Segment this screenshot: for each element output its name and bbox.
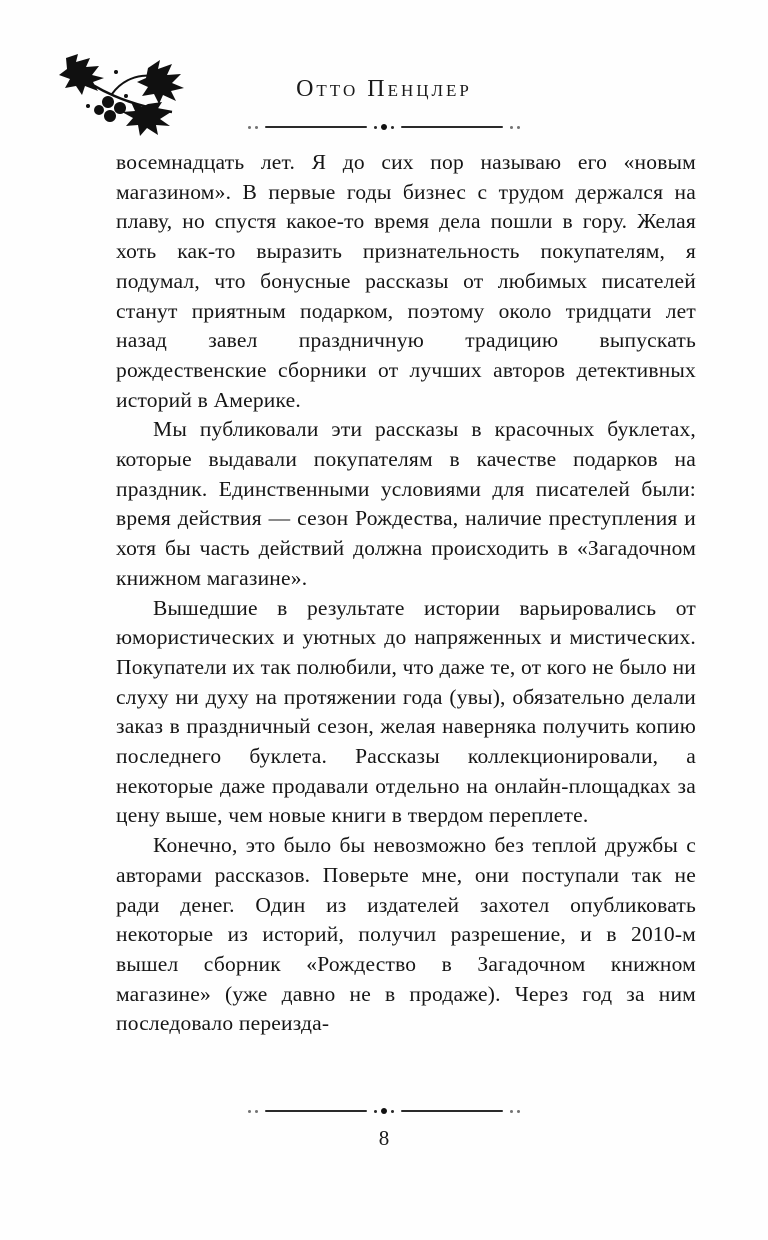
divider-center-dots [374, 1108, 394, 1114]
paragraph: восемнадцать лет. Я до сих пор называю его «новым магазином». В первые годы бизнес с трудом держался на плаву, но спустя какое-то время дела пошли в гору. Желая хоть как-то выразить признательность покупателям, я подумал, что бонусные рассказы от любимых писателей станут приятным подарком, поэтому около тридцати лет назад завел праздничную традицию выпускать рождественские сборники от лучших авторов детективных историй в Америке. [116, 150, 696, 412]
paragraph: Мы публиковали эти рассказы в красочных буклетах, которые выдавали покупателям в качестве подарков на праздник. Единственными условиями для писателей были: время действия — сезон Рождества, наличие преступления и хотя бы часть действий должна происходить в «Загадочном книжном магазине». [116, 417, 696, 590]
divider-line [401, 1110, 503, 1112]
divider-center-dots [374, 124, 394, 130]
divider-end-dots [248, 1110, 258, 1113]
header-divider-ornament [248, 124, 520, 130]
paragraph: Конечно, это было бы невозможно без теплой дружбы с авторами рассказов. Поверьте мне, они поступали так не ради денег. Один из издателей захотел опубликовать некоторые из историй, получил разрешение, и в 2010-м вышел сборник «Рождество в Загадочном книжном магазине» (уже давно не в продаже). Через год за ним последовало переизда- [116, 833, 696, 1036]
body-text [116, 148, 696, 1039]
divider-end-dots [248, 126, 258, 129]
page-number: 8 [378, 1126, 390, 1150]
running-title: Отто Пенцлер [296, 76, 472, 102]
divider-end-dots [510, 126, 520, 129]
divider-end-dots [510, 1110, 520, 1113]
divider-line [265, 1110, 367, 1112]
footer-divider-ornament [248, 1108, 520, 1114]
divider-line [265, 126, 367, 128]
divider-line [401, 126, 503, 128]
paragraph: Вышедшие в результате истории варьировались от юмористических и уютных до напряженных и мистических. Покупатели их так полюбили, что даже те, от кого не было ни слуху ни духу на протяжении года (увы), обязательно делали заказ в праздничный сезон, желая наверняка получить копию последнего буклета. Рассказы коллекционировали, а некоторые даже продавали отдельно на онлайн-площадках за цену выше, чем новые книги в твердом переплете. [116, 595, 696, 828]
